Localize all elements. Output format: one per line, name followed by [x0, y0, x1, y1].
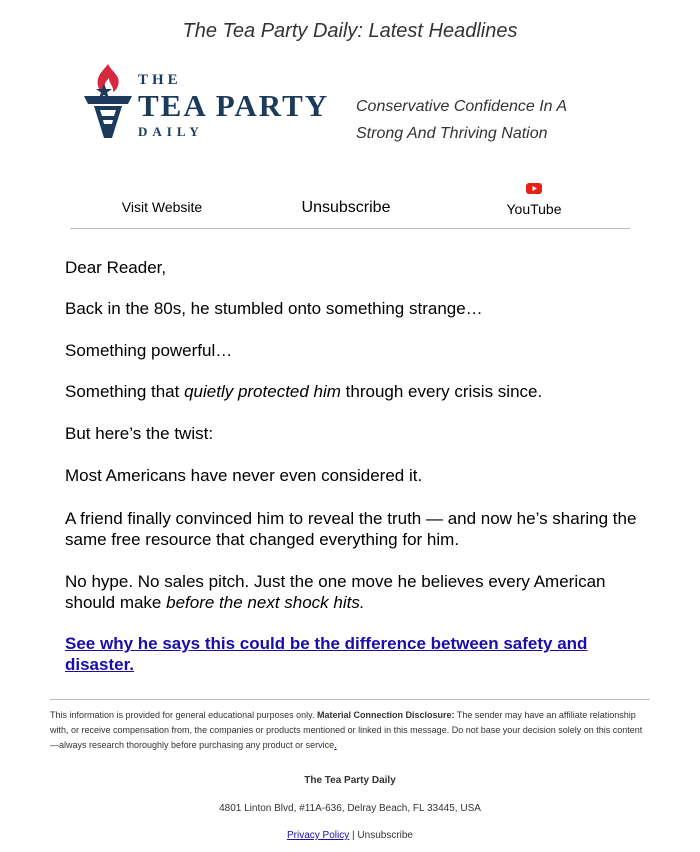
footer-links: [0, 830, 700, 841]
youtube-link[interactable]: YouTube: [506, 201, 562, 217]
footer-divider: [50, 699, 650, 700]
cta-link[interactable]: See why he says this could be the difference between safety and disaster.: [65, 634, 588, 674]
privacy-policy-link[interactable]: Privacy Policy: [287, 830, 350, 841]
tagline-line-2: Strong And Thriving Nation: [356, 125, 548, 142]
youtube-icon[interactable]: [526, 183, 542, 194]
unsubscribe-nav-link[interactable]: Unsubscribe: [301, 199, 391, 216]
logo-text-daily: DAILY: [138, 124, 204, 139]
logo-text-tea-party: TEA PARTY: [138, 88, 330, 123]
paragraph-5: Most Americans have never even considered it.: [65, 466, 423, 485]
page-title: The Tea Party Daily: Latest Headlines: [182, 20, 518, 42]
visit-website-link[interactable]: Visit Website: [121, 199, 203, 215]
disclosure-label: Material Connection Disclosure:: [316, 710, 455, 720]
disclaimer-intro: This information is provided for general educational purposes only.: [50, 710, 317, 720]
paragraph-6: A friend finally convinced him to reveal the truth — and now he’s sharing the same free resource that changed everything for him.: [65, 509, 637, 549]
paragraph-3-start: Something that: [65, 382, 185, 401]
disclaimer-end-link[interactable]: .: [334, 740, 337, 750]
paragraph-3-emphasis: quietly protected him: [184, 382, 341, 401]
paragraph-1: Back in the 80s, he stumbled onto something strange…: [65, 299, 483, 318]
tagline: [356, 93, 636, 147]
paragraph-2: Something powerful…: [65, 341, 233, 360]
paragraph-3: [65, 381, 645, 402]
tagline-line-1: Conservative Confidence In A: [356, 98, 568, 115]
greeting: Dear Reader,: [65, 258, 167, 277]
footer-separator: |: [349, 830, 358, 841]
footer-address: 4801 Linton Blvd, #11A-636, Delray Beach, FL 33445, USA: [219, 803, 481, 814]
paragraph-3-end: through every crisis since.: [340, 382, 543, 401]
paragraph-7: [65, 571, 645, 613]
torch-logo-icon: [82, 64, 134, 140]
paragraph-4: But here’s the twist:: [65, 424, 214, 443]
header-divider: [70, 228, 630, 229]
footer-unsubscribe-link[interactable]: Unsubscribe: [357, 830, 413, 841]
paragraph-7-start: No hype. No sales pitch. Just the one move he believes every American should make: [65, 572, 606, 612]
logo-text-the: THE: [138, 72, 182, 88]
footer-company-name: The Tea Party Daily: [304, 775, 396, 786]
paragraph-7-emphasis: before the next shock hits.: [166, 593, 365, 612]
brand-logo[interactable]: [82, 64, 332, 140]
disclaimer: [50, 708, 650, 753]
disclaimer-text: The sender may have an affiliate relationship with, or receive compensation from, the companies or products mentioned or linked in this message. Do not base your decision solely on this content—always research thoroughly before purchasing any product or service: [50, 710, 643, 750]
